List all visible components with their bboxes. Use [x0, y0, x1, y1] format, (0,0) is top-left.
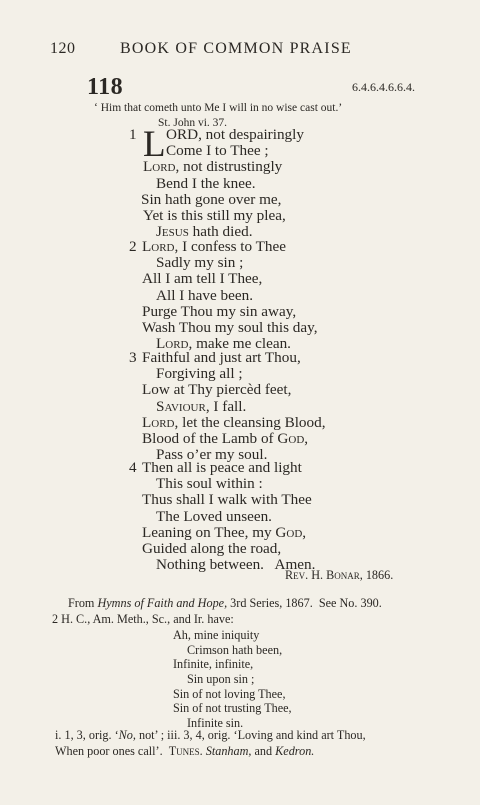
source-notes [52, 595, 382, 627]
verse-line: All I am tell I Thee, [142, 270, 263, 288]
verse-line: Then all is peace and light [142, 459, 302, 476]
verse-line: Jesus hath died. [156, 223, 253, 241]
drop-cap: L [143, 124, 166, 165]
verse-line: Sin hath gone over me, [141, 190, 282, 208]
verse-line: Faithful and just art Thou, [142, 349, 301, 366]
alt-verse-line: Infinite, infinite, [173, 657, 254, 672]
verse-line: Blood of the Lamb of God, [142, 429, 309, 447]
verse-line: Lord, let the cleansing Blood, [142, 413, 326, 431]
verse-line: Bend I the knee. [156, 174, 256, 192]
verse-line: Yet is this still my plea, [143, 206, 286, 224]
verse-line: Come I to Thee ; [166, 142, 269, 160]
verse-line: Forgiving all ; [156, 365, 243, 383]
running-title: BOOK OF COMMON PRAISE [120, 40, 352, 57]
alt-verse-line: Sin of not loving Thee, [173, 686, 286, 701]
source-note-line: 2 H. C., Am. Meth., Sc., and Ir. have: [52, 612, 234, 626]
footnote-line: When poor ones call’. Tunes. Stanham, and Kedron. [55, 744, 315, 758]
alt-verse-line: Ah, mine iniquity [173, 628, 260, 642]
verse-line: Lord, I confess to Thee [142, 238, 286, 255]
verse-line: Sadly my sin ; [156, 254, 244, 272]
verse-line: Saviour, I fall. [156, 397, 247, 415]
verse-line: Thus shall I walk with Thee [142, 491, 312, 509]
alt-verse-line: Infinite sin. [187, 716, 244, 731]
epigraph-source: St. John vi. 37. [158, 117, 228, 129]
verse-line: Purge Thou my sin away, [142, 302, 297, 320]
footnote [55, 727, 366, 759]
alternate-verse [173, 628, 292, 731]
verse-line: Lord, not distrustingly [143, 158, 283, 176]
verse-line: Low at Thy piercèd feet, [142, 381, 292, 399]
verse-line: ORD, not despairingly [166, 126, 304, 143]
alt-verse-line: Sin of not trusting Thee, [173, 701, 292, 716]
hymn-meter: 6.4.6.4.6.6.4. [352, 80, 415, 94]
alt-verse-line: Crimson hath been, [187, 642, 283, 657]
page-number: 120 [50, 40, 76, 57]
stanza-number: 3 [129, 349, 137, 366]
hymn-number: 118 [87, 74, 124, 100]
verse-line: This soul within : [156, 475, 263, 493]
hymn-attribution: Rev. H. Bonar, 1866. [285, 568, 394, 582]
source-note-line: From Hymns of Faith and Hope, 3rd Series, 1867. See No. 390. [68, 596, 382, 610]
footnote-line: i. 1, 3, orig. ‘No, not’ ; iii. 3, 4, orig. ‘Loving and kind art Thou, [55, 728, 366, 742]
epigraph-text: ‘ Him that cometh unto Me I will in no wise cast out.’ [94, 102, 343, 114]
verse-line: All I have been. [156, 286, 253, 304]
verse-line: Pass o’er my soul. [156, 446, 268, 464]
running-header [50, 40, 440, 62]
stanza-number: 2 [129, 238, 137, 255]
verse-line: Wash Thou my soul this day, [142, 318, 318, 336]
verse-line: Leaning on Thee, my God, [142, 523, 307, 541]
stanza-number: 1 [129, 126, 137, 143]
verse-line: The Loved unseen. [156, 507, 272, 525]
verse-line: Lord, make me clean. [156, 335, 291, 353]
stanza-number: 4 [129, 459, 137, 476]
alt-verse-line: Sin upon sin ; [187, 672, 255, 687]
verse-line: Nothing between. Amen. [156, 556, 316, 574]
verse-line: Guided along the road, [142, 539, 282, 557]
